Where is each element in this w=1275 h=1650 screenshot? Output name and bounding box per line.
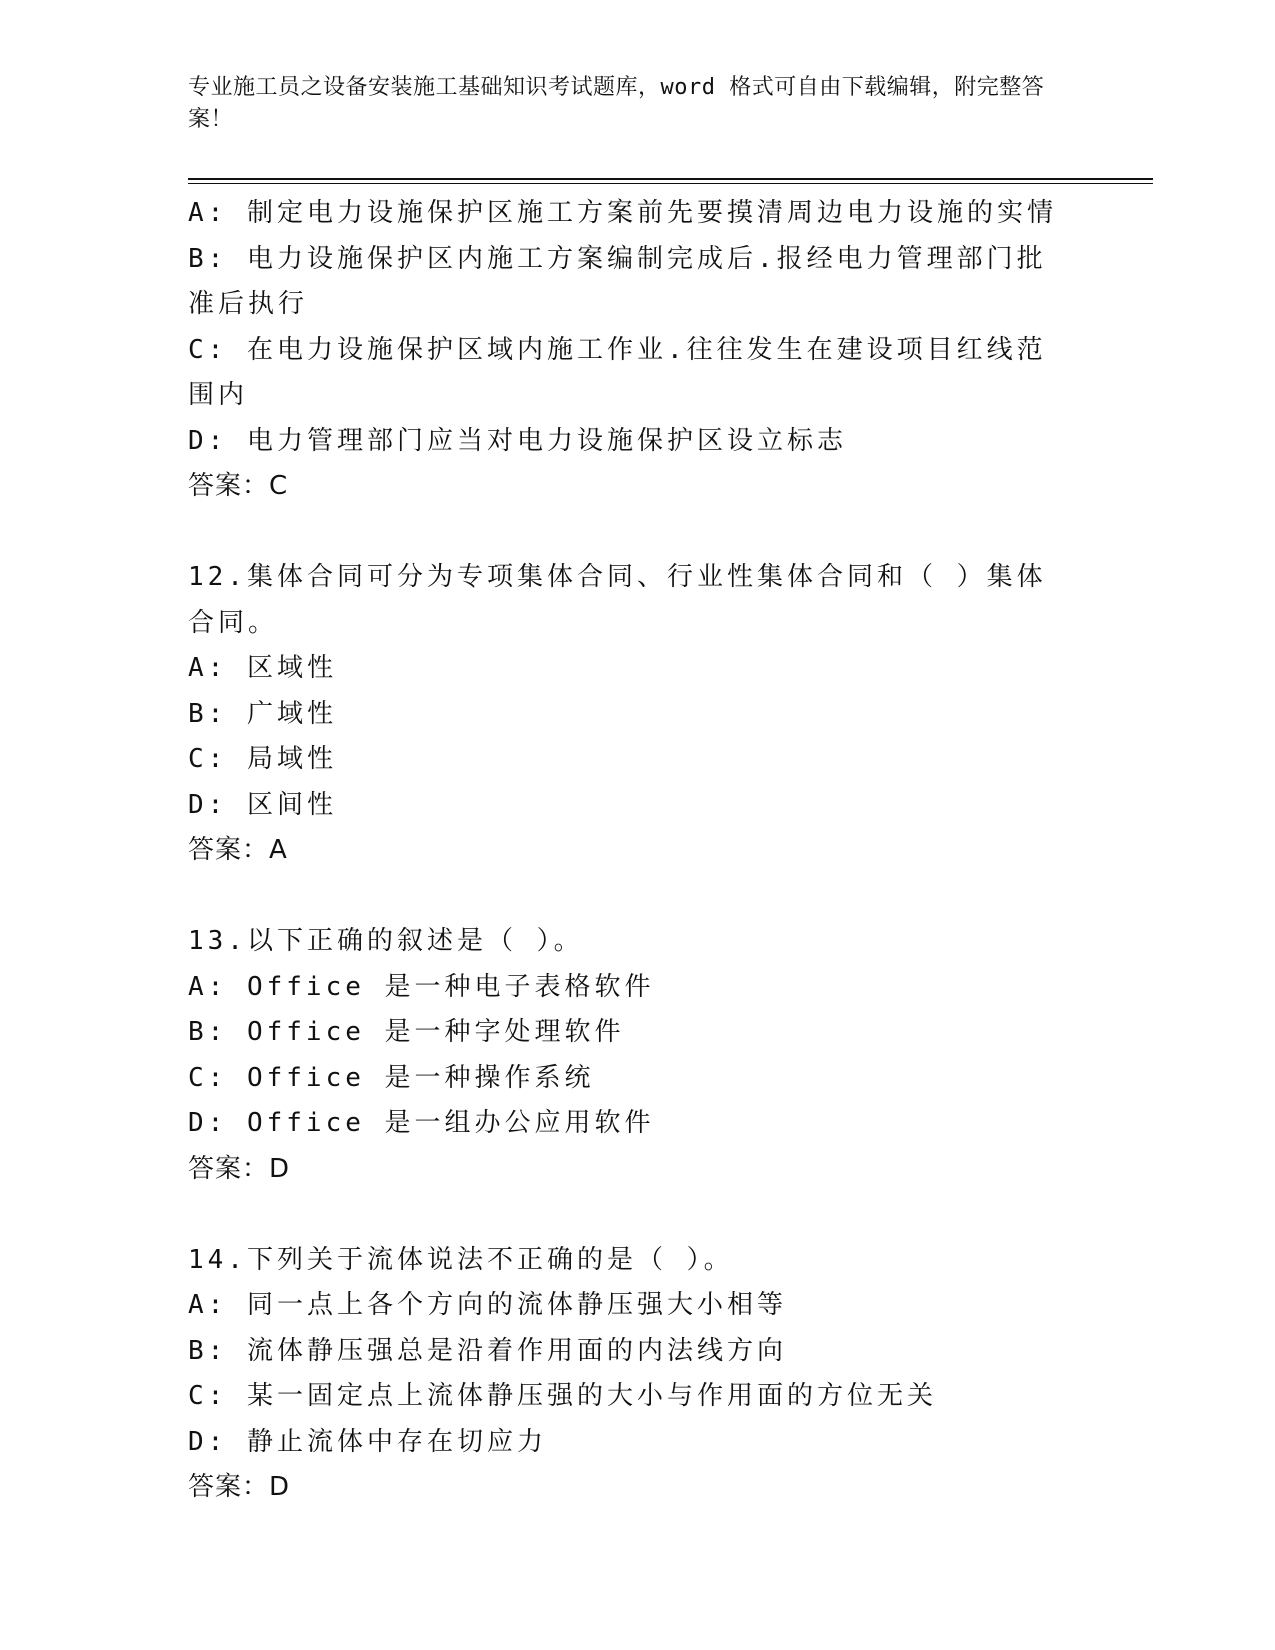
option-d: D: 静止流体中存在切应力 [188, 1426, 547, 1457]
option-b: B: 电力设施保护区内施工方案编制完成后.报经电力管理部门批准后执行 [188, 243, 1047, 319]
option-a: A: 制定电力设施保护区施工方案前先要摸清周边电力设施的实情 [188, 198, 1057, 228]
question-block-11 [188, 191, 1068, 510]
header-divider-thin [188, 183, 1153, 184]
answer: 答案：C [188, 471, 289, 501]
option-d: D: 区间性 [188, 789, 337, 820]
document-header [188, 72, 1068, 136]
option-b: B: 流体静压强总是沿着作用面的内法线方向 [188, 1335, 787, 1366]
question-text: 14.下列关于流体说法不正确的是（ ）。 [188, 1244, 734, 1275]
answer: 答案：D [188, 1472, 291, 1502]
spacer [188, 510, 1068, 556]
answer: 答案：A [188, 835, 288, 865]
option-c: C: 局域性 [188, 744, 337, 774]
option-c: C: 某一固定点上流体静压强的大小与作用面的方位无关 [188, 1381, 937, 1411]
option-a: A: 同一点上各个方向的流体静压强大小相等 [188, 1290, 787, 1320]
question-block-14 [188, 1238, 1068, 1511]
option-c: C: Office 是一种操作系统 [188, 1062, 595, 1093]
option-b: B: 广域性 [188, 698, 337, 729]
question-text: 12.集体合同可分为专项集体合同、行业性集体合同和（ ）集体合同。 [188, 562, 1047, 638]
option-d: D: Office 是一组办公应用软件 [188, 1108, 655, 1138]
document-body [188, 191, 1068, 1511]
question-block-13 [188, 919, 1068, 1192]
answer: 答案：D [188, 1153, 291, 1184]
header-text: 专业施工员之设备安装施工基础知识考试题库，word 格式可自由下载编辑，附完整答案！ [188, 75, 1045, 132]
option-a: A: 区域性 [188, 653, 337, 683]
option-b: B: Office 是一种字处理软件 [188, 1017, 625, 1047]
question-block-12 [188, 555, 1068, 874]
spacer [188, 874, 1068, 920]
header-divider-thick [188, 178, 1153, 180]
option-a: A: Office 是一种电子表格软件 [188, 971, 655, 1002]
option-d: D: 电力管理部门应当对电力设施保护区设立标志 [188, 425, 847, 456]
spacer [188, 1192, 1068, 1238]
question-text: 13.以下正确的叙述是（ ）。 [188, 926, 584, 956]
option-c: C: 在电力设施保护区域内施工作业.往往发生在建设项目红线范围内 [188, 334, 1047, 410]
